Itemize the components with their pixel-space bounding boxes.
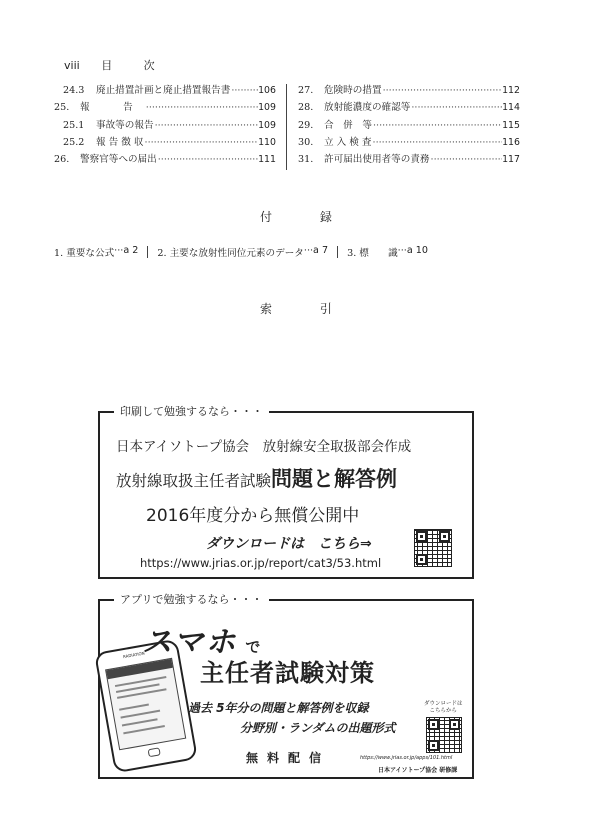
app-ad-tag: アプリで勉強するなら・・・: [114, 591, 269, 607]
appendix-entry[interactable]: [157, 245, 328, 259]
toc-entry-label: 危険時の措置: [324, 85, 382, 96]
qr-finder-icon: [449, 719, 460, 730]
toc-entry-label: 立 入 検 査: [324, 136, 372, 148]
appendix-entry[interactable]: [54, 245, 138, 259]
toc-entry-page: 109: [258, 119, 276, 131]
toc-entry-page: 116: [502, 136, 520, 148]
toc-entry[interactable]: [54, 82, 276, 99]
toc-entry-number: 28.: [298, 102, 314, 114]
phone-text-line: [123, 725, 165, 734]
toc-entry-page: 110: [258, 136, 276, 148]
phone-screen: [105, 658, 186, 751]
page-title: 目 次: [101, 59, 169, 72]
toc-left-column: [54, 82, 276, 168]
print-ad-url[interactable]: https://www.jrias.or.jp/report/cat3/53.html: [140, 556, 382, 570]
app-ad-download-label: ダウンロードは こちらから: [424, 701, 463, 714]
toc-leader-dots: [382, 82, 503, 99]
app-ad-smartphone-word: スマホ: [142, 625, 238, 660]
toc-entry-number: 25.2: [63, 136, 85, 148]
toc-entry-label: 警察官等への届出: [80, 154, 157, 166]
toc-leader-dots: [430, 151, 503, 168]
appendix-list: [54, 245, 428, 259]
phone-text-line: [120, 710, 160, 719]
toc-leader-dots: [154, 117, 259, 134]
toc-entry-number: 31.: [298, 154, 314, 166]
qr-finder-icon: [428, 719, 439, 730]
appendix-entry-label: 3. 標 識: [347, 248, 398, 259]
app-ad-point-1: 過去 5年分の問題と解答例を収録: [188, 701, 369, 715]
toc-entry-label: 報 告 徴 収: [96, 136, 144, 148]
appendix-heading: 付 録: [260, 210, 354, 224]
toc-entry-number: 27.: [298, 85, 314, 96]
qr-code-icon[interactable]: [414, 529, 452, 567]
app-ad-free-badge: 無料配信: [246, 751, 331, 765]
toc-entry[interactable]: [54, 117, 276, 134]
appendix-separator: [147, 246, 148, 258]
toc-entry-number: 24.3: [63, 85, 85, 96]
toc-entry-label: 放射能濃度の確認等: [324, 102, 411, 114]
toc-entry-page: 115: [502, 119, 520, 131]
toc-entry-page: 112: [502, 85, 520, 96]
appendix-entry-page: a 7: [313, 245, 329, 256]
appendix-leader-dots: [114, 245, 123, 259]
print-ad-download-line: ダウンロードは こちら⇒: [206, 536, 372, 552]
toc-entry-label: 廃止措置計画と廃止措置報告書: [96, 85, 231, 96]
qr-finder-icon: [416, 531, 427, 542]
app-ad-point-2: 分野別・ランダムの出題形式: [240, 721, 396, 735]
toc-leader-dots: [372, 134, 503, 151]
print-ad-title-small: 放射線取扱主任者試験: [116, 472, 272, 490]
phone-home-button: [148, 747, 161, 757]
toc-entry-page: 111: [258, 154, 276, 166]
appendix-leader-dots: [398, 245, 407, 259]
qr-finder-icon: [428, 740, 439, 751]
toc-entry-page: 109: [258, 102, 276, 114]
toc-entry-number: 25.: [54, 102, 70, 114]
appendix-entry-page: a 2: [123, 245, 139, 256]
toc-entry-page: 114: [502, 102, 520, 114]
toc-right-column: [298, 82, 520, 168]
toc-entry[interactable]: [298, 99, 520, 116]
phone-text-line: [119, 704, 149, 711]
toc-entry[interactable]: [298, 151, 520, 168]
index-heading: 索 引: [260, 302, 354, 316]
page-header: [64, 57, 169, 73]
toc-entry-number: 26.: [54, 154, 70, 166]
print-ad-title-big: 問題と解答例: [271, 467, 398, 491]
app-ad-box: [98, 593, 474, 779]
app-ad-de: で: [245, 638, 263, 656]
toc-entry-number: 25.1: [63, 119, 85, 131]
toc-entry-page: 106: [258, 85, 276, 96]
toc-entry[interactable]: [298, 117, 520, 134]
print-ad-free-line: 2016年度分から無償公開中: [146, 506, 360, 526]
print-ad-org-line: 日本アイソトープ協会 放射線安全取扱部会作成: [116, 439, 412, 455]
toc-leader-dots: [145, 99, 258, 116]
toc-entry[interactable]: [298, 134, 520, 151]
toc-leader-dots: [230, 82, 258, 99]
page-number: viii: [64, 59, 80, 72]
appendix-entry-label: 1. 重要な公式: [54, 248, 115, 259]
phone-brand: RADIATION: [122, 650, 146, 660]
toc-entry-label: 合 併 等: [324, 119, 372, 131]
appendix-entry-label: 2. 主要な放射性同位元素のデータ: [157, 248, 304, 259]
print-ad-title: [116, 463, 397, 493]
toc-leader-dots: [144, 134, 259, 151]
app-ad-subheadline: 主任者試験対策: [200, 659, 375, 687]
app-ad-url[interactable]: https://www.jrias.or.jp/apps/101.html: [360, 755, 453, 761]
toc-leader-dots: [372, 117, 502, 134]
toc-leader-dots: [410, 99, 502, 116]
print-ad-box: [98, 405, 474, 579]
phone-text-line: [122, 718, 158, 726]
toc-entry-label: 報 告: [80, 102, 145, 114]
toc-entry-page: 117: [502, 154, 520, 166]
toc-entry[interactable]: [298, 82, 520, 99]
qr-finder-icon: [416, 554, 427, 565]
toc-entry[interactable]: [54, 134, 276, 151]
toc-entry[interactable]: [54, 151, 276, 168]
toc-entry-label: 事故等の報告: [96, 119, 154, 131]
appendix-entry[interactable]: [347, 245, 428, 259]
appendix-separator: [337, 246, 338, 258]
app-ad-org: 日本アイソトープ協会 研修課: [378, 767, 458, 774]
toc-entry-number: 29.: [298, 119, 314, 131]
appendix-leader-dots: [304, 245, 313, 259]
qr-finder-icon: [439, 531, 450, 542]
qr-code-icon[interactable]: [426, 717, 462, 753]
toc-entry-number: 30.: [298, 136, 314, 148]
appendix-entry-page: a 10: [406, 245, 428, 256]
toc-entry[interactable]: [54, 99, 276, 116]
toc-leader-dots: [157, 151, 258, 168]
toc-divider: [286, 84, 287, 170]
toc-entry-label: 許可届出使用者等の責務: [324, 154, 430, 166]
print-ad-tag: 印刷して勉強するなら・・・: [114, 403, 269, 419]
